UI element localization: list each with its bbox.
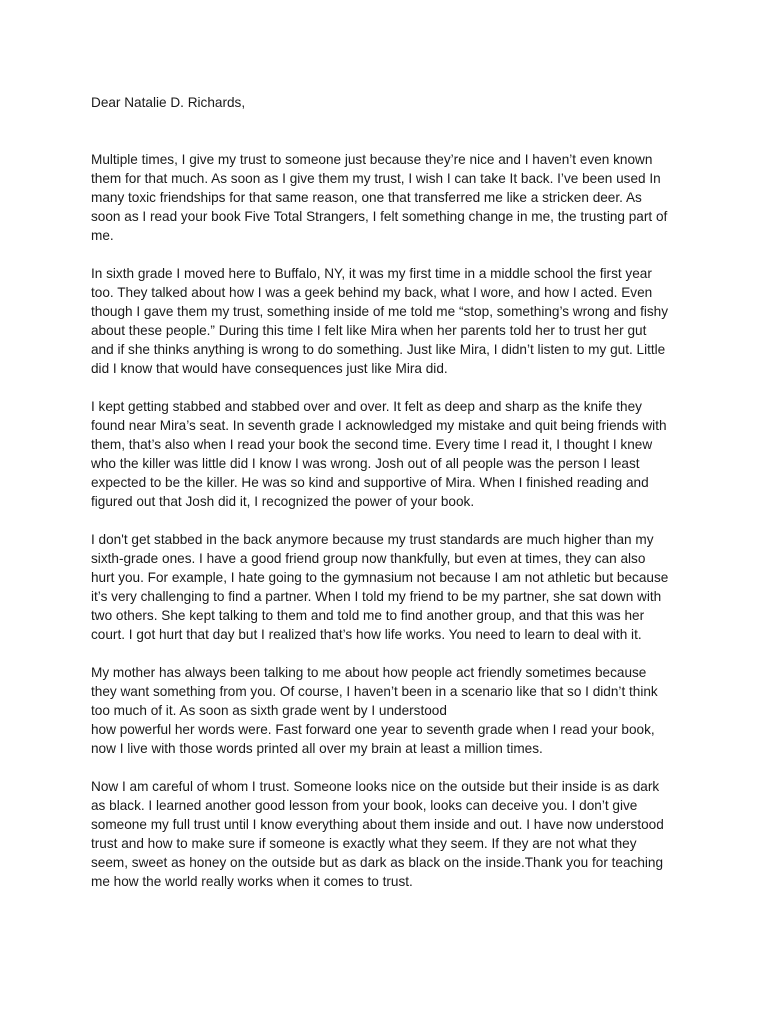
spacer <box>91 112 691 150</box>
spacer <box>91 644 691 663</box>
text-line: expected to be the killer. He was so kind and supportive of Mira. When I finished reading and <box>91 475 649 490</box>
text-line: too. They talked about how I was a geek behind my back, what I wore, and how I acted. Even <box>91 285 653 300</box>
text-line: who the killer was little did I know I was wrong. Josh out of all people was the person I least <box>91 456 640 471</box>
text-line: them, that’s also when I read your book the second time. Every time I read it, I thought I knew <box>91 437 653 452</box>
text-line: someone my full trust until I know everything about them inside and out. I have now understood <box>91 817 664 832</box>
text-line: found near Mira’s seat. In seventh grade I acknowledged my mistake and quit being friends with <box>91 418 667 433</box>
text-line: it’s very challenging to find a partner. When I told my friend to be my partner, she sat down with <box>91 589 662 604</box>
text-line: court. I got hurt that day but I realized that’s how life works. You need to learn to deal with it. <box>91 627 642 642</box>
spacer <box>91 511 691 530</box>
paragraph-2 <box>91 264 691 378</box>
paragraph-4 <box>91 530 691 644</box>
spacer <box>91 758 691 777</box>
paragraph-6 <box>91 777 691 891</box>
text-line: about these people.” During this time I felt like Mira when her parents told her to trust her gut <box>91 323 647 338</box>
text-line: as black. I learned another good lesson from your book, looks can deceive you. I don’t give <box>91 798 638 813</box>
text-line: seem, sweet as honey on the outside but as dark as black on the inside.Thank you for teaching <box>91 855 664 870</box>
text-line: many toxic friendships for that same reason, one that transferred me like a stricken deer. As <box>91 190 642 205</box>
text-line: them for that much. As soon as I give them my trust, I wish I can take It back. I’ve been used In <box>91 171 661 186</box>
paragraph-1 <box>91 150 691 245</box>
paragraph-5 <box>91 663 691 758</box>
text-line: did I know that would have consequences just like Mira did. <box>91 361 448 376</box>
text-line: soon as I read your book Five Total Strangers, I felt something change in me, the trusting part of <box>91 209 668 224</box>
text-line: My mother has always been talking to me about how people act friendly sometimes because <box>91 665 647 680</box>
text-line: though I gave them my trust, something inside of me told me “stop, something’s wrong and fishy <box>91 304 669 319</box>
text-line: trust and how to make sure if someone is exactly what they seem. If they are not what they <box>91 836 637 851</box>
letter-body <box>91 93 691 891</box>
text-line: they want something from you. Of course, I haven’t been in a scenario like that so I didn’t think <box>91 684 658 699</box>
text-line: me how the world really works when it comes to trust. <box>91 874 413 889</box>
text-line: now I live with those words printed all over my brain at least a million times. <box>91 741 543 756</box>
text-line: I kept getting stabbed and stabbed over and over. It felt as deep and sharp as the knife they <box>91 399 642 414</box>
text-line: I don't get stabbed in the back anymore because my trust standards are much higher than my <box>91 532 654 547</box>
salutation: Dear Natalie D. Richards, <box>91 95 246 110</box>
text-line: In sixth grade I moved here to Buffalo, NY, it was my first time in a middle school the first year <box>91 266 652 281</box>
text-line: Now I am careful of whom I trust. Someone looks nice on the outside but their inside is as dark <box>91 779 660 794</box>
text-line: me. <box>91 228 114 243</box>
text-line: and if she thinks anything is wrong to do something. Just like Mira, I didn’t listen to my gut. Little <box>91 342 666 357</box>
text-line: how powerful her words were. Fast forward one year to seventh grade when I read your book, <box>91 722 655 737</box>
spacer <box>91 378 691 397</box>
text-line: hurt you. For example, I hate going to the gymnasium not because I am not athletic but because <box>91 570 669 585</box>
text-line: too much of it. As soon as sixth grade went by I understood <box>91 703 447 718</box>
spacer <box>91 245 691 264</box>
text-line: Multiple times, I give my trust to someone just because they’re nice and I haven’t even known <box>91 152 653 167</box>
text-line: sixth-grade ones. I have a good friend group now thankfully, but even at times, they can also <box>91 551 646 566</box>
text-line: figured out that Josh did it, I recognized the power of your book. <box>91 494 475 509</box>
paragraph-3 <box>91 397 691 511</box>
text-line: two others. She kept talking to them and told me to find another group, and that this was her <box>91 608 645 623</box>
